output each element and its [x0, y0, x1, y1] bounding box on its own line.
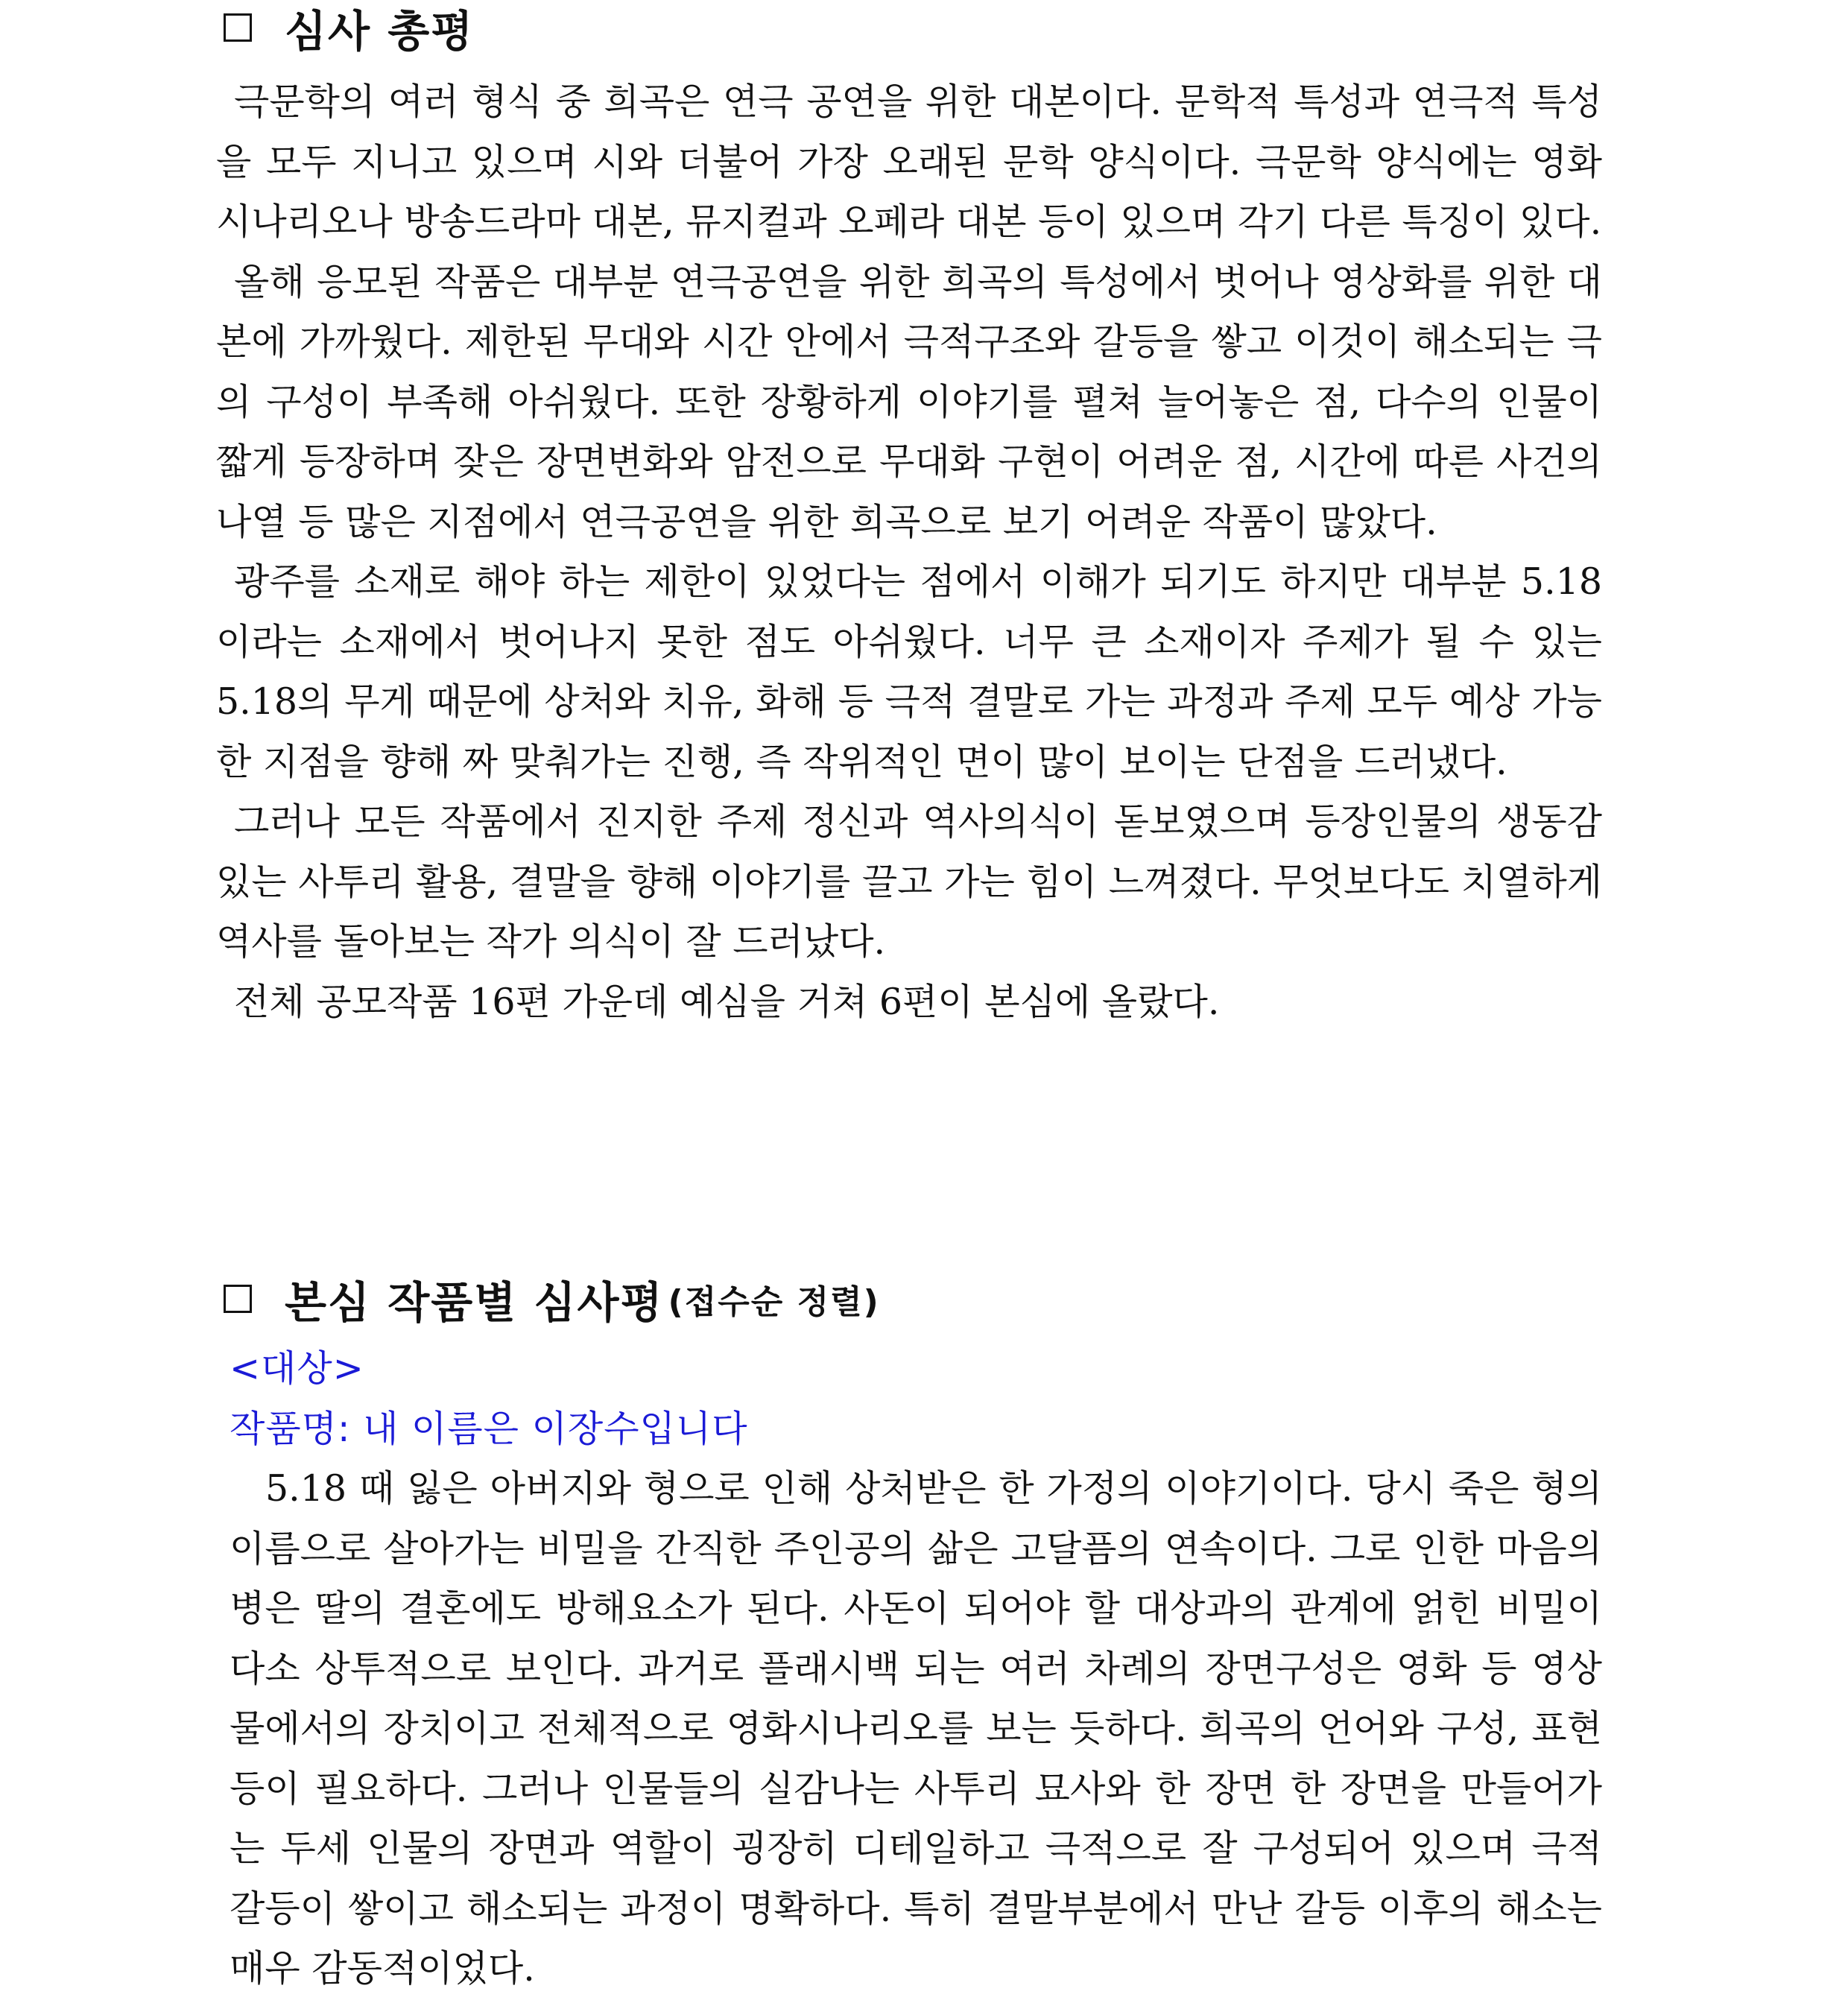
paragraph: 그러나 모든 작품에서 진지한 주제 정신과 역사의식이 돋보였으며 등장인물의 생동감 있는 사투리 활용, 결말을 향해 이야기를 끌고 가는 힘이 느껴졌다. 무엇보다도 치열하게 역사를 돌아보는 작가 의식이 잘 드러났다.	[216, 800, 1602, 963]
section-title-text: 심사 총평	[285, 6, 475, 57]
checkbox-square-icon	[224, 1285, 252, 1313]
section-title-note: (접수순 정렬)	[668, 1283, 880, 1321]
section-title-text: 본심 작품별 심사평	[285, 1277, 664, 1328]
paragraph: 전체 공모작품 16편 가운데 예심을 거쳐 6편이 본심에 올랐다.	[234, 980, 1220, 1023]
overall-review-body	[216, 72, 1602, 1032]
section-title-overall	[216, 1, 475, 57]
paragraph: 극문학의 여러 형식 중 희곡은 연극 공연을 위한 대본이다. 문학적 특성과 연극적 특성을 모두 지니고 있으며 시와 더불어 가장 오래된 문학 양식이다. 극문학 양식에는 영화 시나리오나 방송드라마 대본, 뮤지컬과 오페라 대본 등이 있으며 각기 다른 특징이 있다.	[216, 80, 1602, 243]
prize-label: <대상>	[230, 1347, 364, 1390]
work-title: 작품명: 내 이름은 이장수입니다	[230, 1407, 748, 1450]
paragraph: 광주를 소재로 해야 하는 제한이 있었다는 점에서 이해가 되기도 하지만 대부분 5.18이라는 소재에서 벗어나지 못한 점도 아쉬웠다. 너무 큰 소재이자 주제가 될 수 있는 5.18의 무게 때문에 상처와 치유, 화해 등 극적 결말로 가는 과정과 주제 모두 예상 가능한 지점을 향해 짜 맞춰가는 진행, 즉 작위적인 면이 많이 보이는 단점을 드러냈다.	[216, 560, 1602, 783]
award-review	[230, 1339, 1602, 1999]
paragraph: 올해 응모된 작품은 대부분 연극공연을 위한 희곡의 특성에서 벗어나 영상화를 위한 대본에 가까웠다. 제한된 무대와 시간 안에서 극적구조와 갈등을 쌓고 이것이 해소되는 극의 구성이 부족해 아쉬웠다. 또한 장황하게 이야기를 펼쳐 늘어놓은 점, 다수의 인물이 짧게 등장하며 잦은 장면변화와 암전으로 무대화 구현이 어려운 점, 시간에 따른 사건의 나열 등 많은 지점에서 연극공연을 위한 희곡으로 보기 어려운 작품이 많았다.	[216, 260, 1602, 543]
section-title-final	[216, 1273, 880, 1328]
review-text: 5.18 때 잃은 아버지와 형으로 인해 상처받은 한 가정의 이야기이다. 당시 죽은 형의 이름으로 살아가는 비밀을 간직한 주인공의 삶은 고달픔의 연속이다. 그로 인한 마음의 병은 딸의 결혼에도 방해요소가 된다. 사돈이 되어야 할 대상과의 관계에 얽힌 비밀이 다소 상투적으로 보인다. 과거로 플래시백 되는 여러 차례의 장면구성은 영화 등 영상물에서의 장치이고 전체적으로 영화시나리오를 보는 듯하다. 희곡의 언어와 구성, 표현 등이 필요하다. 그러나 인물들의 실감나는 사투리 묘사와 한 장면 한 장면을 만들어가는 두세 인물의 장면과 역할이 굉장히 디테일하고 극적으로 잘 구성되어 있으며 극적 갈등이 쌓이고 해소되는 과정이 명확하다. 특히 결말부분에서 만난 갈등 이후의 해소는 매우 감동적이었다.	[230, 1467, 1602, 1990]
checkbox-square-icon	[224, 13, 252, 42]
